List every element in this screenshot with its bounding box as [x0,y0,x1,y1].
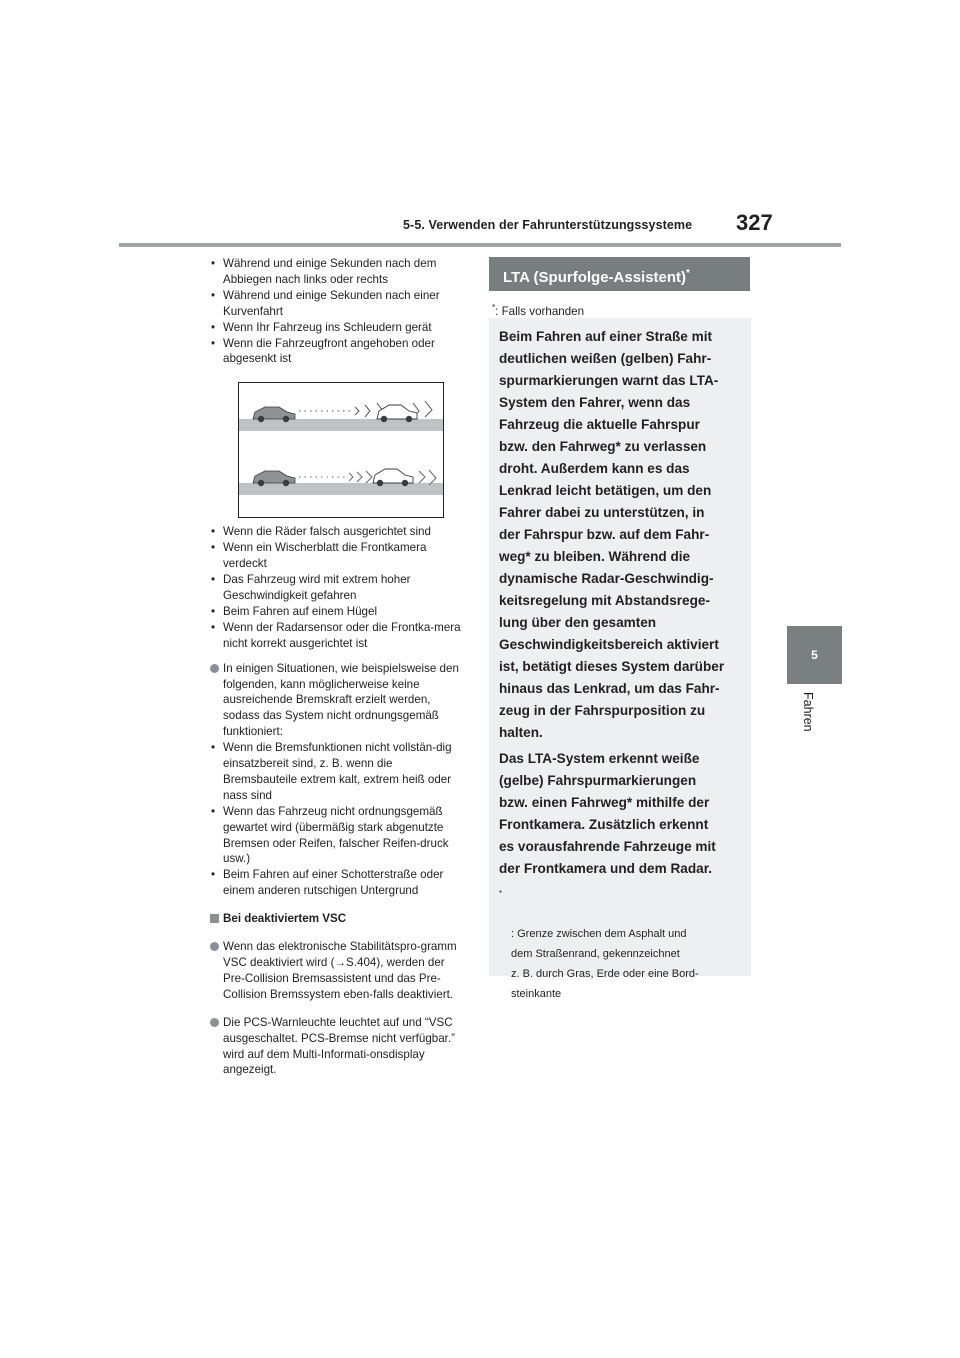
bullet-list-mid [210,524,468,651]
vsc-note-text: Wenn das elektronische Stabilitätspro-gramm VSC deaktiviert wird (→S.404), werden der Pre-Collision Bremsassistent und das Pre-Collision Bremssystem eben-falls deaktiviert. [223,940,457,1001]
list-item: • Wenn ein Wischerblatt die Frontkamera verdeckt [210,540,468,572]
list-item: • Während und einige Sekunden nach einer Kurvenfahrt [210,288,468,320]
brake-force-note [210,661,468,900]
fahrweg-footnote: * : Grenze zwischen dem Asphalt und dem Straßenrand, gekennzeichnet z. B. durch Gras, Erde oder eine Bord- steinkante [499,889,699,1000]
list-item: • Wenn die Räder falsch ausgerichtet sind [210,524,468,540]
brake-force-text: In einigen Situationen, wie beispielsweise den folgenden, kann möglicherweise keine ausreichende Bremskraft erzielt werden, sodass das System nicht ordnungsgemäß funktioniert: [223,661,459,739]
road-bottom [239,483,443,495]
list-item: • Beim Fahren auf einer Schotterstraße oder einem anderen rutschigen Untergrund [210,867,468,899]
vehicle-illustration-svg [239,383,443,517]
header-rule [119,243,841,247]
list-item: • Das Fahrzeug wird mit extrem hoher Geschwindigkeit gefahren [210,572,468,604]
pcs-warning-text: Die PCS-Warnleuchte leuchtet auf und “VSC ausgeschaltet. PCS-Bremse nicht verfügbar.” wird auf dem Multi-Informati-onsdisplay angezeigt. [223,1015,455,1077]
lta-detection-description: Das LTA-System erkennt weiße (gelbe) Fahrspurmarkierungen bzw. einen Fahrweg* mithilfe der Frontkamera. Zusätzlich erkennt es vorausfahrende Fahrzeuge mit der Frontkamera und dem Radar. [499,751,716,876]
circle-bullet-icon [210,664,219,673]
bullet-list-top [210,256,468,367]
section-title: 5-5. Verwenden der Fahrunterstützungssysteme [403,218,693,232]
chapter-tab-number: 5 [787,626,842,684]
lta-section-title: LTA (Spurfolge-Assistent)* [489,257,750,291]
square-bullet-icon [210,914,219,923]
vsc-note [210,939,468,1003]
list-item: • Wenn Ihr Fahrzeug ins Schleudern gerät [210,320,468,336]
radar-waves-bottom [299,470,436,485]
vsc-heading-text: Bei deaktiviertem VSC [223,912,347,926]
pcs-warning-note [210,1015,468,1079]
lta-availability-footnote: *: Falls vorhanden [492,303,585,318]
circle-bullet-icon [210,942,219,951]
list-item: • Wenn die Fahrzeugfront angehoben oder abgesenkt ist [210,336,468,368]
list-item: • Während und einige Sekunden nach dem Abbiegen nach links oder rechts [210,256,468,288]
bullet-list-brake [210,740,468,899]
chapter-tab-label: Fahren [801,692,815,732]
list-item: • Beim Fahren auf einem Hügel [210,604,468,620]
left-column [210,256,468,1078]
page-number: 327 [736,210,773,235]
circle-bullet-icon [210,1018,219,1027]
road-top [239,419,443,431]
list-item: • Wenn das Fahrzeug nicht ordnungsgemäß gewartet wird (übermäßig stark abgenutzte Bremsen oder Reifen, falscher Reifen-druck usw.) [210,804,468,868]
list-item: • Wenn die Bremsfunktionen nicht vollstän-dig einsatzbereit sind, z. B. wenn die Bremsbauteile extrem kalt, extrem heiß oder nass sind [210,740,468,804]
list-item: • Wenn der Radarsensor oder die Frontka-mera nicht korrekt ausgerichtet ist [210,620,468,652]
vehicle-illustration [238,382,444,518]
vsc-heading [210,911,468,927]
lta-info-box [489,318,751,1000]
lta-description: Beim Fahren auf einer Straße mit deutlichen weißen (gelben) Fahr- spurmarkierungen warnt das LTA- System den Fahrer, wenn das Fahrzeug die aktuelle Fahrspur bzw. den Fahrweg* zu verlassen droht. Außerdem kann es das Lenkrad leicht betätigen, um den Fahrer dabei zu unterstützen, in der Fahrspur bzw. auf dem Fahr- weg* zu bleiben. Während die dynamische Radar-Geschwindig- keitsregelung mit Abstandsrege- lung über den gesamten Geschwindigkeitsbereich aktiviert ist, betätigt dieses System darüber hinaus das Lenkrad, um das Fahr- zeug in der Fahrspurposition zu halten. [499,329,725,740]
